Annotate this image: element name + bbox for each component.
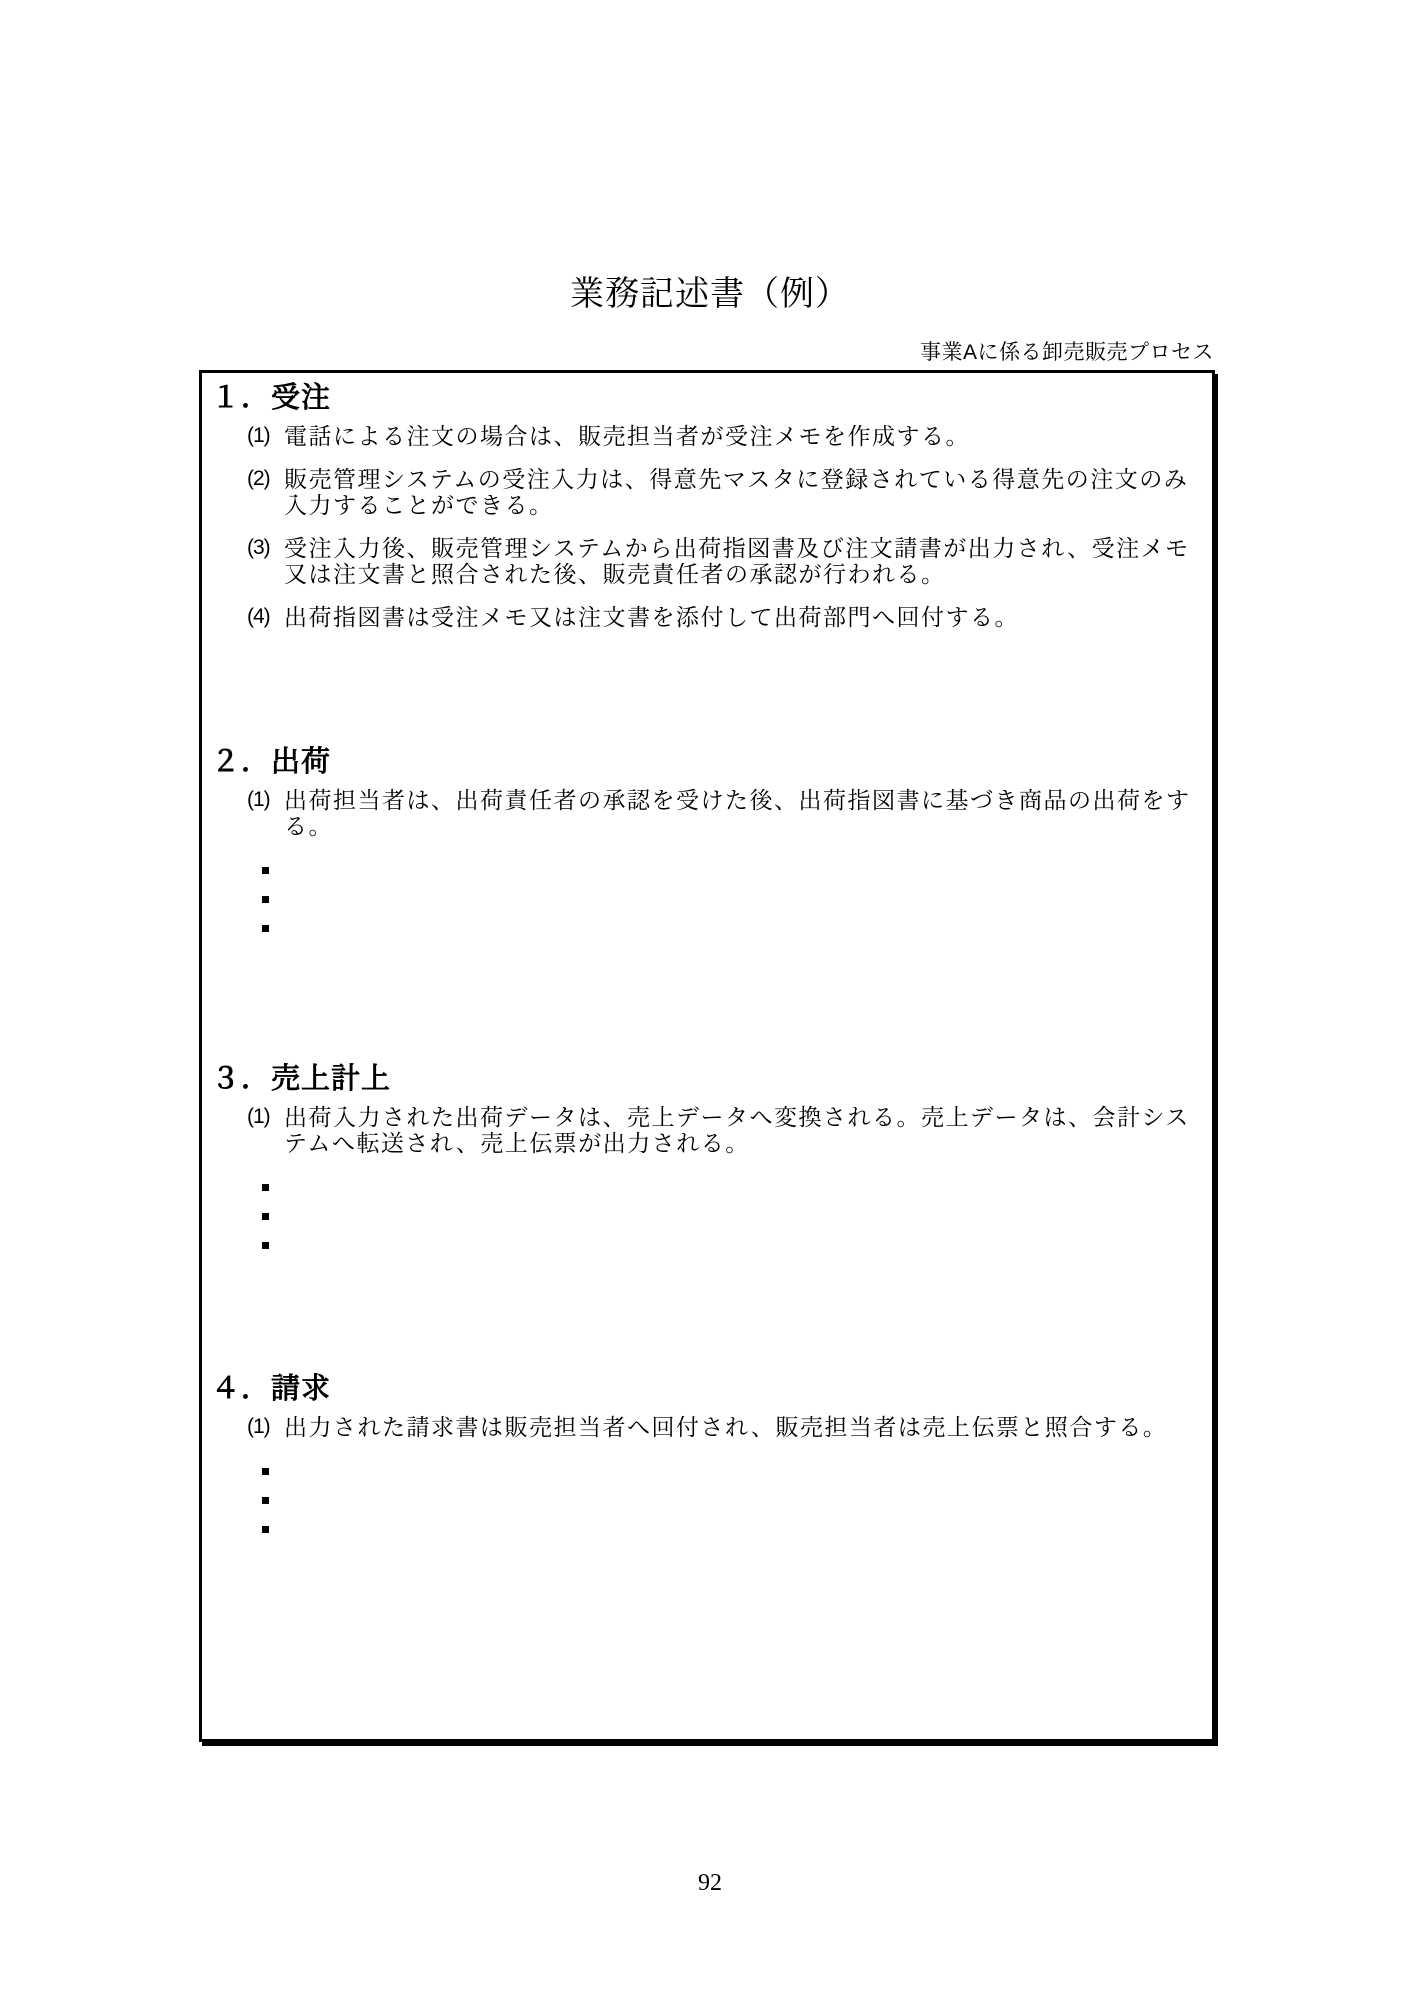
dot-row: [262, 914, 1212, 943]
page-number: 92: [698, 1870, 722, 1896]
item-marker: (4): [247, 605, 270, 628]
list-item: [202, 1104, 1212, 1156]
continuation-dots: [202, 1173, 1212, 1260]
section-heading: ３．売上計上: [211, 1063, 392, 1095]
continuation-dots: [202, 1457, 1212, 1544]
item-text: 出荷指図書は受注メモ又は注文書を添付して出荷部門へ回付する。: [284, 604, 1019, 630]
item-marker: (1): [247, 788, 270, 811]
section-items: [202, 423, 1212, 630]
continuation-dot: [262, 1184, 269, 1191]
dot-row: [262, 1486, 1212, 1515]
list-item: [202, 466, 1212, 518]
continuation-dot: [262, 1213, 269, 1220]
process-description-box: [199, 370, 1215, 1742]
continuation-dot: [262, 1468, 269, 1475]
dot-row: [262, 1457, 1212, 1486]
continuation-dot: [262, 1242, 269, 1249]
continuation-dot: [262, 925, 269, 932]
dot-row: [262, 1173, 1212, 1202]
section-items: [202, 1104, 1212, 1156]
section-heading: ２．出荷: [211, 746, 332, 778]
item-marker: (2): [247, 467, 270, 490]
continuation-dot: [262, 867, 269, 874]
list-item: [202, 1414, 1212, 1440]
item-marker: (1): [247, 424, 270, 447]
section-order-receipt: [202, 381, 1212, 647]
section-items: [202, 787, 1212, 839]
item-marker: (1): [247, 1415, 270, 1438]
list-item: [202, 535, 1212, 587]
list-item: [202, 604, 1212, 630]
list-item: [202, 787, 1212, 839]
continuation-dot: [262, 1526, 269, 1533]
item-text: 電話による注文の場合は、販売担当者が受注メモを作成する。: [284, 423, 970, 449]
dot-row: [262, 1231, 1212, 1260]
item-text: 受注入力後、販売管理システムから出荷指図書及び注文請書が出力され、受注メモ又は注文書と照合された後、販売責任者の承認が行われる。: [284, 535, 1190, 587]
dot-row: [262, 1515, 1212, 1544]
continuation-dot: [262, 1497, 269, 1504]
continuation-dot: [262, 896, 269, 903]
list-item: [202, 423, 1212, 449]
item-text: 出荷入力された出荷データは、売上データへ変換される。売上データは、会計システムへ転送され、売上伝票が出力される。: [284, 1104, 1190, 1156]
document-subtitle: 事業Aに係る卸売販売プロセス: [919, 341, 1214, 364]
document-title: 業務記述書（例）: [570, 275, 850, 313]
dot-row: [262, 856, 1212, 885]
item-text: 出力された請求書は販売担当者へ回付され、販売担当者は売上伝票と照合する。: [284, 1414, 1168, 1440]
section-sales-recording: [202, 1062, 1212, 1260]
item-marker: (1): [247, 1105, 270, 1128]
section-heading: ４．請求: [211, 1373, 332, 1405]
item-text: 販売管理システムの受注入力は、得意先マスタに登録されている得意先の注文のみ入力することができる。: [284, 466, 1189, 518]
section-billing: [202, 1372, 1212, 1544]
continuation-dots: [202, 856, 1212, 943]
dot-row: [262, 1202, 1212, 1231]
item-marker: (3): [247, 536, 270, 559]
section-heading: １．受注: [211, 382, 332, 414]
section-items: [202, 1414, 1212, 1440]
item-text: 出荷担当者は、出荷責任者の承認を受けた後、出荷指図書に基づき商品の出荷をする。: [284, 787, 1191, 839]
section-shipping: [202, 745, 1212, 943]
dot-row: [262, 885, 1212, 914]
